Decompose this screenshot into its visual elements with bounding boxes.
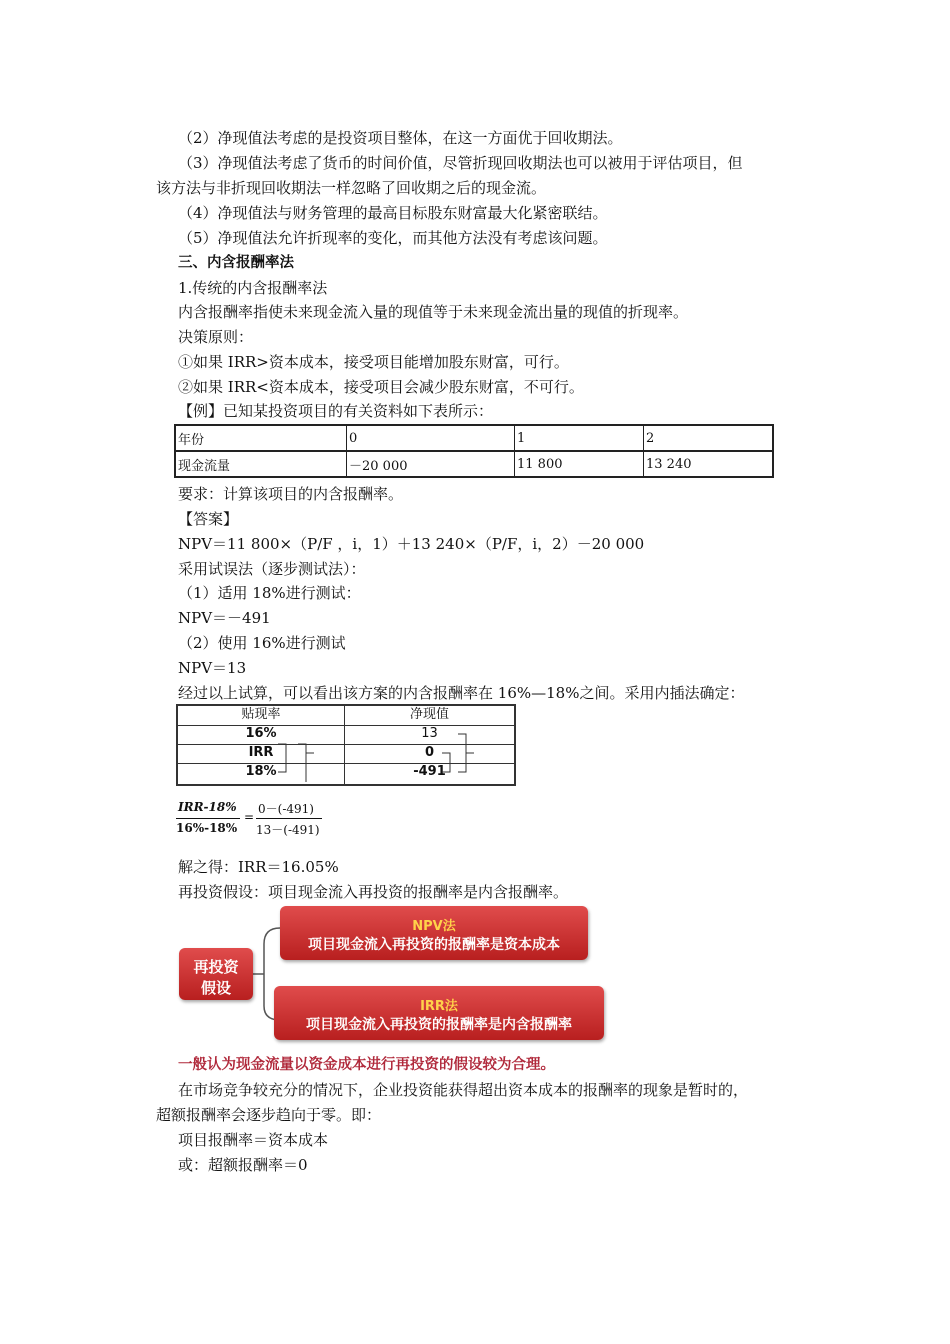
text-line: 【例】已知某投资项目的有关资料如下表所示： [178,402,494,420]
table-cell: 0 [347,425,515,451]
interpolation-table [176,704,516,786]
reinvestment-assumption-box [179,948,253,1000]
text-line: （5）净现值法允许折现率的变化，而其他方法没有考虑该问题。 [178,229,608,247]
table-cell: 11 800 [515,451,644,477]
box-text: 项目现金流入再投资的报酬率是资本成本 [308,937,560,953]
text-line: 超额报酬率会逐步趋向于零。即： [156,1106,382,1124]
text-line: 决策原则： [178,328,254,346]
bracket-marks [178,706,514,784]
cash-flow-table [174,424,774,478]
fraction-denominator: 16%-18% [176,821,238,835]
section-heading: 三、内含报酬率法 [178,255,294,271]
table-header: 贴现率 [241,707,281,722]
subheading: 1.传统的内含报酬率法 [178,279,328,297]
text-line: NPV＝－491 [178,609,271,627]
text-line: （1）适用 18%进行测试： [178,584,361,602]
text-line: 或：超额报酬率＝0 [178,1156,308,1174]
box-label: 假设 [200,979,231,997]
table-cell: 年份 [175,425,347,451]
irr-method-box [274,986,604,1040]
table-cell: 18% [245,764,277,779]
npv-method-box [280,906,588,960]
text-line: 经过以上试算，可以看出该方案的内含报酬率在 16%—18%之间。采用内插法确定： [178,684,745,702]
text-line: （4）净现值法与财务管理的最高目标股东财富最大化紧密联结。 [178,204,608,222]
table-cell: 13 240 [644,451,774,477]
text-line: 项目报酬率＝资本成本 [178,1131,329,1149]
box-label: 再投资 [193,958,239,976]
table-cell: IRR [248,745,274,760]
box-title: NPV法 [412,919,456,934]
text-line: 内含报酬率指使未来现金流入量的现值等于未来现金流出量的现值的折现率。 [178,303,689,321]
table-cell: 16% [245,726,277,741]
text-line: ①如果 IRR>资本成本，接受项目能增加股东财富，可行。 [178,353,569,371]
table-cell: 1 [515,425,644,451]
table-cell: 现金流量 [175,451,347,477]
box-title: IRR法 [420,999,458,1014]
table-cell: 2 [644,425,774,451]
text-line: 解之得：IRR＝16.05% [178,858,339,876]
text-line: 采用试误法（逐步测试法）： [178,560,366,578]
fraction-numerator: IRR-18% [178,800,237,814]
text-line: NPV＝13 [178,659,247,677]
text-line: 要求：计算该项目的内含报酬率。 [178,485,404,503]
text-line: ②如果 IRR<资本成本，接受项目会减少股东财富，不可行。 [178,378,584,396]
text-line: （2）使用 16%进行测试 [178,634,346,652]
text-line: （2）净现值法考虑的是投资项目整体，在这一方面优于回收期法。 [178,129,623,147]
text-line: 【答案】 [178,510,239,528]
table-header: 净现值 [409,707,449,722]
box-text: 项目现金流入再投资的报酬率是内含报酬率 [306,1017,572,1033]
text-line: 该方法与非折现回收期法一样忽略了回收期之后的现金流。 [156,179,547,197]
fraction-denominator: 13－(-491) [256,823,320,837]
text-line: （3）净现值法考虑了货币的时间价值，尽管折现回收期法也可以被用于评估项目，但 [178,154,743,172]
fraction-numerator: 0－(-491) [258,802,314,816]
highlight-text: 一般认为现金流量以资金成本进行再投资的假设较为合理。 [178,1057,555,1073]
table-cell: -491 [413,764,446,779]
text-line: 再投资假设：项目现金流入再投资的报酬率是内含报酬率。 [178,883,569,901]
table-cell: 13 [421,726,438,741]
formula-line: NPV＝11 800×（P/F ，i，1）＋13 240×（P/F，i，2）－20 000 [178,535,645,553]
table-cell: 0 [424,745,435,760]
text-line: 在市场竞争较充分的情况下，企业投资能获得超出资本成本的报酬率的现象是暂时的， [178,1081,749,1099]
equals-sign: = [244,810,255,824]
table-cell: －20 000 [347,451,515,477]
